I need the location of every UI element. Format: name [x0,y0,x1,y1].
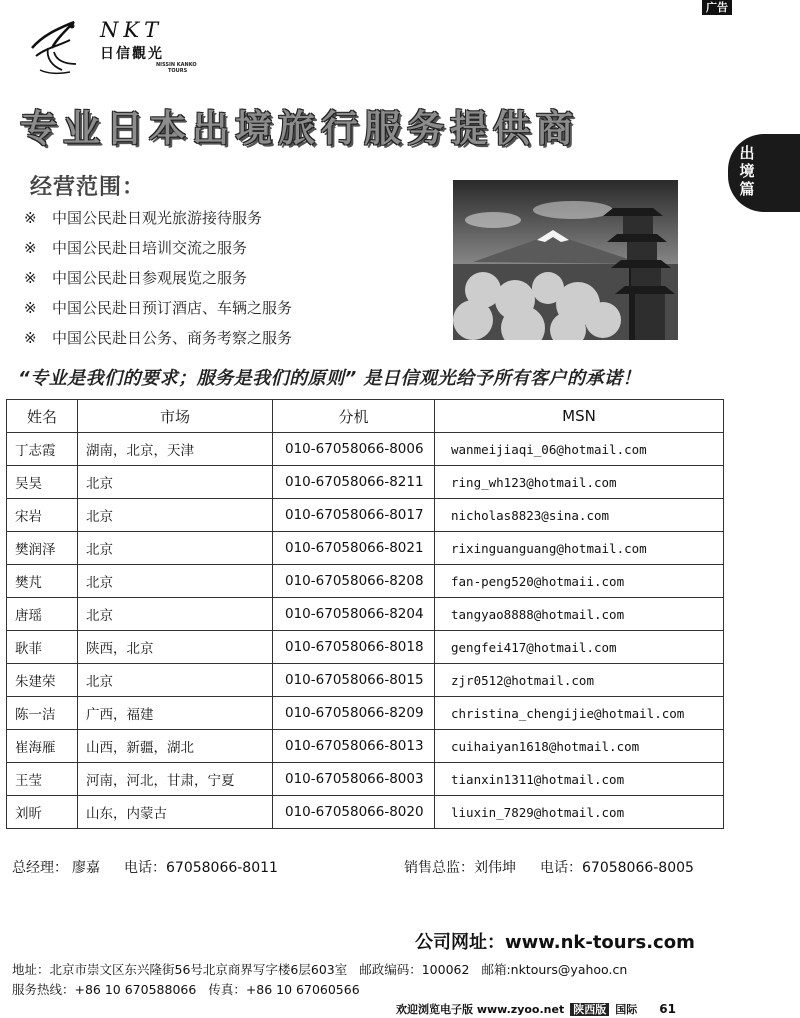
sales-label: 销售总监： [404,860,474,876]
sales-director [404,857,718,877]
section-tab [728,134,800,212]
table-row [7,565,724,598]
staff-extension: 010-67058066-8204 [273,598,435,631]
scope-item-text: 中国公民赴日观光旅游接待服务 [52,209,263,227]
section-tab-char-2: 境 [739,162,755,180]
staff-market: 北京 [78,565,273,598]
staff-name: 吴昊 [7,466,78,499]
staff-market: 山西，新疆，湖北 [78,730,273,763]
sales-phone: 电话：67058066-8005 [540,860,694,876]
staff-extension: 010-67058066-8006 [273,433,435,466]
table-row [7,598,724,631]
staff-name: 樊芃 [7,565,78,598]
staff-msn: cuihaiyan1618@hotmail.com [435,730,724,763]
column-header-market: 市场 [78,400,273,433]
staff-market: 陕西，北京 [78,631,273,664]
staff-name: 王莹 [7,763,78,796]
crane-logo-icon [26,18,84,76]
scope-item-text: 中国公民赴日培训交流之服务 [52,239,248,257]
sales-name: 刘伟坤 [474,860,516,876]
email: 邮箱:nktours@yahoo.cn [481,962,628,977]
staff-extension: 010-67058066-8003 [273,763,435,796]
table-row [7,730,724,763]
staff-extension: 010-67058066-8017 [273,499,435,532]
logo-latin: NKT [100,18,164,42]
staff-market: 北京 [78,598,273,631]
scope-title: 经营范围： [30,175,146,200]
bullet-mark: ※ [24,269,37,287]
fax: 传真：+86 10 67060566 [208,982,360,997]
table-row [7,631,724,664]
staff-market: 河南，河北，甘肃，宁夏 [78,763,273,796]
staff-name: 刘昕 [7,796,78,829]
staff-extension: 010-67058066-8209 [273,697,435,730]
staff-msn: gengfei417@hotmail.com [435,631,724,664]
table-row [7,796,724,829]
staff-extension: 010-67058066-8021 [273,532,435,565]
table-row [7,532,724,565]
scope-item [24,266,292,296]
table-row [7,499,724,532]
staff-msn: tangyao8888@hotmail.com [435,598,724,631]
staff-msn: wanmeijiaqi_06@hotmail.com [435,433,724,466]
staff-extension: 010-67058066-8211 [273,466,435,499]
scope-list [24,206,292,356]
page-number: 61 [659,1002,676,1016]
column-header-msn: MSN [435,400,724,433]
staff-name: 耿菲 [7,631,78,664]
staff-name: 宋岩 [7,499,78,532]
staff-market: 北京 [78,499,273,532]
table-row [7,433,724,466]
staff-name: 朱建荣 [7,664,78,697]
company-website: 公司网址：www.nk-tours.com [415,932,695,953]
staff-msn: zjr0512@hotmail.com [435,664,724,697]
edition-badge: 陕西版 [570,1003,609,1016]
staff-msn: fan-peng520@hotmaii.com [435,565,724,598]
logo-subtitle [156,62,197,74]
staff-extension: 010-67058066-8208 [273,565,435,598]
staff-market: 山东，内蒙古 [78,796,273,829]
page-headline: 专业日本出境旅行服务提供商 [20,107,579,150]
staff-extension: 010-67058066-8018 [273,631,435,664]
gm-name: 廖嘉 [72,860,100,876]
column-header-extension: 分机 [273,400,435,433]
table-row [7,697,724,730]
staff-extension: 010-67058066-8020 [273,796,435,829]
staff-name: 唐瑶 [7,598,78,631]
page-footer [396,1001,676,1017]
table-header-row [7,400,724,433]
scope-item-text: 中国公民赴日公务、商务考察之服务 [52,329,293,347]
managers-line [12,857,694,877]
scope-item-text: 中国公民赴日预订酒店、车辆之服务 [52,299,293,317]
table-row [7,763,724,796]
staff-msn: liuxin_7829@hotmail.com [435,796,724,829]
table-row [7,664,724,697]
scope-item [24,296,292,326]
staff-extension: 010-67058066-8015 [273,664,435,697]
bullet-mark: ※ [24,239,37,257]
staff-name: 崔海雁 [7,730,78,763]
bullet-mark: ※ [24,329,37,347]
staff-name: 樊润泽 [7,532,78,565]
bullet-mark: ※ [24,209,37,227]
gm-label: 总经理： [12,860,68,876]
section-tab-label [737,144,757,198]
staff-extension: 010-67058066-8013 [273,730,435,763]
staff-name: 丁志霞 [7,433,78,466]
staff-msn: nicholas8823@sina.com [435,499,724,532]
staff-market: 北京 [78,466,273,499]
column-header-name: 姓名 [7,400,78,433]
staff-name: 陈一洁 [7,697,78,730]
scope-item [24,236,292,266]
service-hotline: 服务热线：+86 10 670588066 [12,982,197,997]
logo-sub-line1: NISSIN KANKO [156,62,197,68]
staff-market: 湖南，北京，天津 [78,433,273,466]
address-line [12,960,639,978]
ad-label: 广告 [702,0,732,15]
bullet-mark: ※ [24,299,37,317]
gm-phone: 电话：67058066-8011 [124,860,278,876]
hotline-line [12,980,372,998]
staff-msn: tianxin1311@hotmail.com [435,763,724,796]
section-tab-char-3: 篇 [739,180,755,198]
postcode: 邮政编码：100062 [359,962,470,977]
scope-item [24,206,292,236]
staff-msn: rixinguanguang@hotmail.com [435,532,724,565]
table-row [7,466,724,499]
mount-fuji-pagoda-photo [453,180,678,340]
scope-item-text: 中国公民赴日参观展览之服务 [52,269,248,287]
section-tab-char-1: 出 [739,144,755,162]
company-slogan: “专业是我们的要求；服务是我们的原则” 是日信观光给予所有客户的承诺！ [18,368,641,389]
footer-browse-text: 欢迎浏览电子版 www.zyoo.net [396,1003,565,1016]
staff-market: 广西，福建 [78,697,273,730]
staff-market: 北京 [78,532,273,565]
footer-section: 国际 [615,1003,638,1016]
scope-item [24,326,292,356]
staff-msn: christina_chengijie@hotmail.com [435,697,724,730]
logo-chinese: 日信觀光 [100,46,164,62]
address: 地址：北京市崇文区东兴隆街56号北京商界写字楼6层603室 [12,962,348,977]
staff-msn: ring_wh123@hotmail.com [435,466,724,499]
staff-market: 北京 [78,664,273,697]
staff-contact-table [6,399,723,829]
logo-sub-line2: TOURS [168,68,188,74]
